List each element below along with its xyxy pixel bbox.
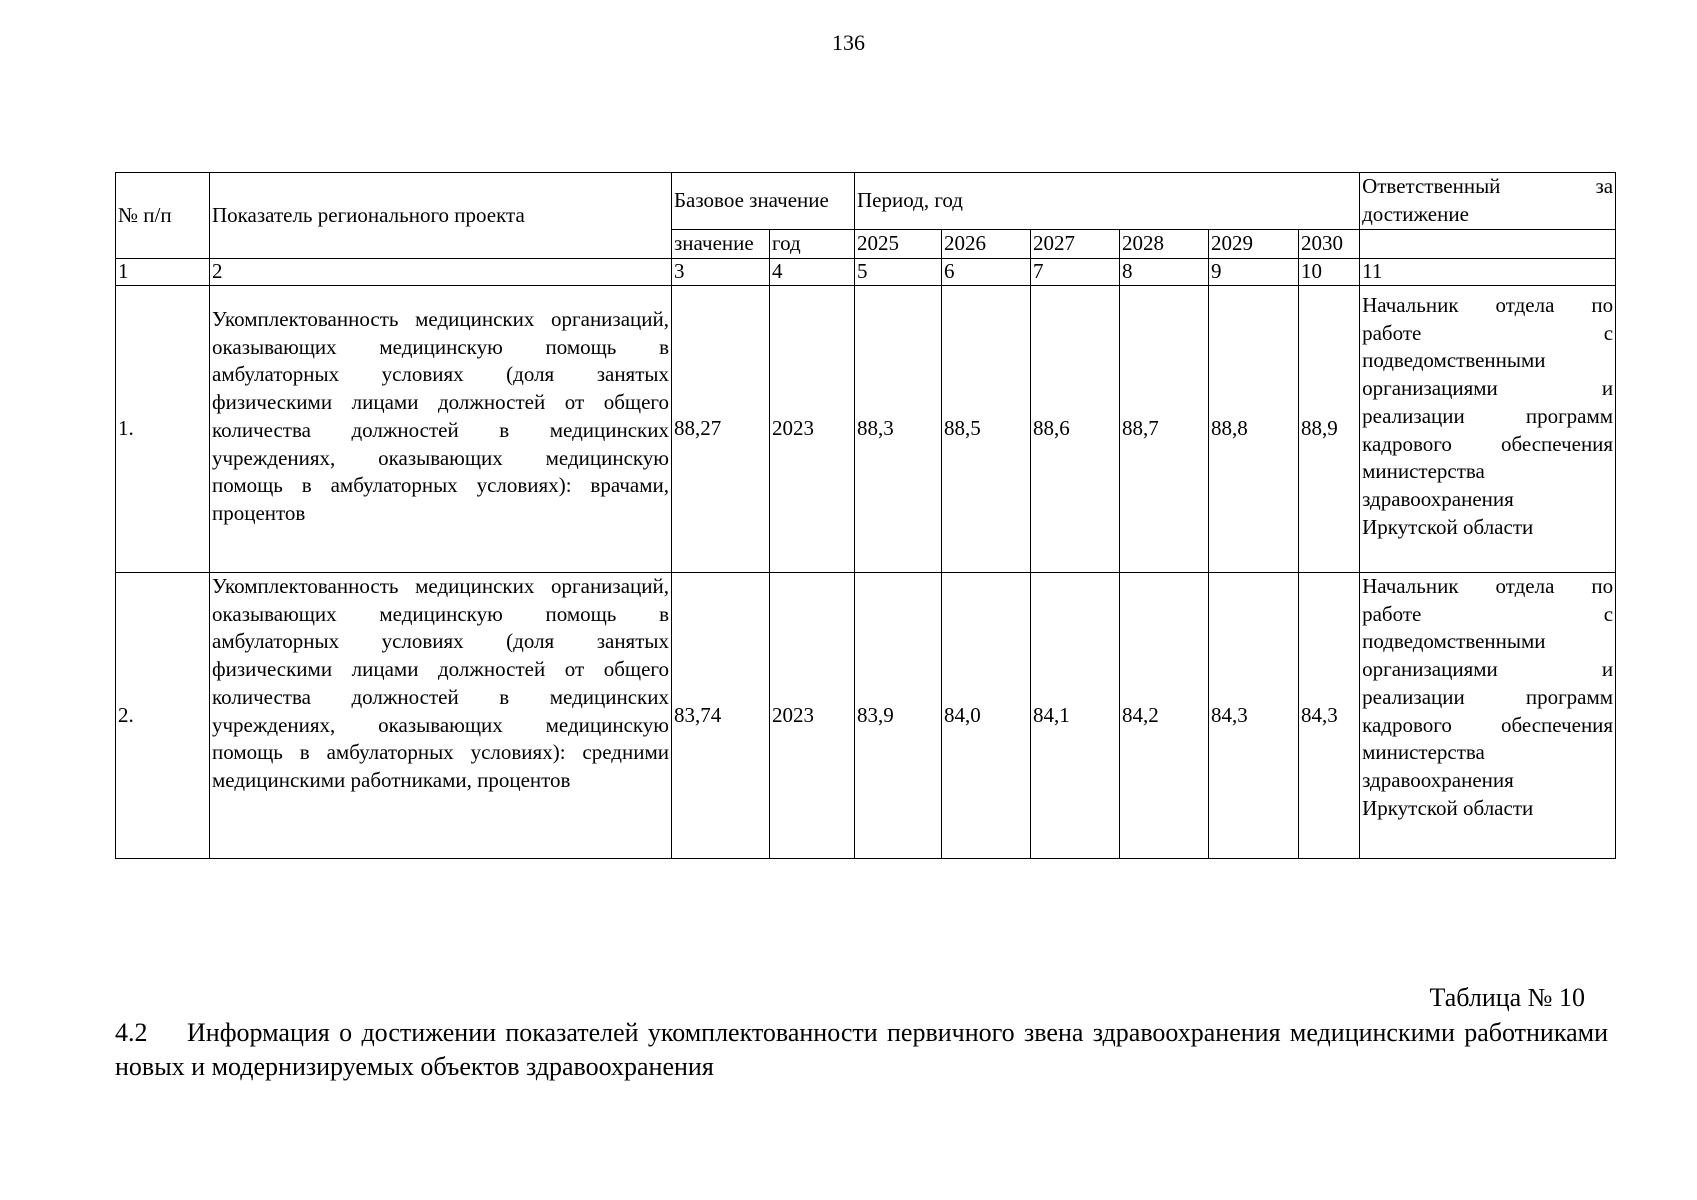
value-2029: 84,3 [1209,573,1299,859]
table-row [116,573,1616,859]
header-responsible-right: за [1595,174,1614,198]
header-year-2025: 2025 [855,230,942,259]
header-year-2026: 2026 [942,230,1031,259]
base-year: 2023 [770,286,855,573]
header-year-2027: 2027 [1031,230,1120,259]
value-2027: 88,6 [1031,286,1120,573]
section-number: 4.2 [115,1018,148,1047]
column-number: 9 [1209,259,1299,286]
header-base-value: Базовое значение [672,173,855,230]
table-label: Таблица № 10 [1429,983,1585,1012]
indicator-text: Укомплектованность медицинских организаций, оказывающих медицинскую помощь в амбулаторных условиях (доля занятых физическими лицами должностей от общего количества должностей в медицинских учреждениях, оказывающих медицинскую помощь в амбулаторных условиях): средними медицинскими работниками, процентов [212,574,669,793]
header-empty [1360,230,1616,259]
value-2029: 88,8 [1209,286,1299,573]
responsible [1360,286,1616,573]
table-row [116,286,1616,573]
column-number: 7 [1031,259,1120,286]
value-2027: 84,1 [1031,573,1120,859]
value-2025: 83,9 [855,573,942,859]
section-heading [115,1016,1608,1084]
value-2028: 84,2 [1120,573,1209,859]
column-number: 5 [855,259,942,286]
column-number: 6 [942,259,1031,286]
value-2025: 88,3 [855,286,942,573]
header-responsible [1360,173,1616,230]
header-responsible-line2: достижение [1362,201,1469,226]
header-year-2028: 2028 [1120,230,1209,259]
header-period: Период, год [855,173,1360,230]
indicators-table [115,172,1616,859]
column-number: 1 [116,259,210,286]
header-year: год [770,230,855,259]
column-number: 8 [1120,259,1209,286]
header-value: значение [672,230,770,259]
column-number: 4 [770,259,855,286]
value-2030: 88,9 [1299,286,1360,573]
page-number: 136 [832,30,865,55]
header-year-2029: 2029 [1209,230,1299,259]
column-number: 3 [672,259,770,286]
base-year: 2023 [770,573,855,859]
base-value: 83,74 [672,573,770,859]
value-2026: 88,5 [942,286,1031,573]
header-indicator: Показатель регионального проекта [210,173,672,259]
base-value: 88,27 [672,286,770,573]
section-title: Информация о достижении показателей укомплектованности первичного звена здравоохранения медицинскими работниками новых и модернизируемых объектов здравоохранения [115,1018,1608,1081]
responsible-text: Начальник отдела по работе с подведомственными организациями и реализации программ кадрового обеспечения министерства здравоохранения Иркутской области [1362,574,1614,820]
column-number: 10 [1299,259,1360,286]
value-2026: 84,0 [942,573,1031,859]
value-2028: 88,7 [1120,286,1209,573]
header-number: № п/п [116,173,210,259]
header-responsible-left: Ответственный [1362,174,1501,198]
indicator-name [210,573,672,859]
row-number: 2. [116,573,210,859]
column-number: 11 [1360,259,1616,286]
header-year-2030: 2030 [1299,230,1360,259]
value-2030: 84,3 [1299,573,1360,859]
indicator-text: Укомплектованность медицинских организаций, оказывающих медицинскую помощь в амбулаторных условиях (доля занятых физическими лицами должностей от общего количества должностей в медицинских учреждениях, оказывающих медицинскую помощь в амбулаторных условиях): врачами, процентов [212,307,669,526]
responsible [1360,573,1616,859]
responsible-text: Начальник отдела по работе с подведомственными организациями и реализации программ кадрового обеспечения министерства здравоохранения Иркутской области [1362,293,1614,539]
row-number: 1. [116,286,210,573]
column-number: 2 [210,259,672,286]
indicator-name [210,286,672,573]
